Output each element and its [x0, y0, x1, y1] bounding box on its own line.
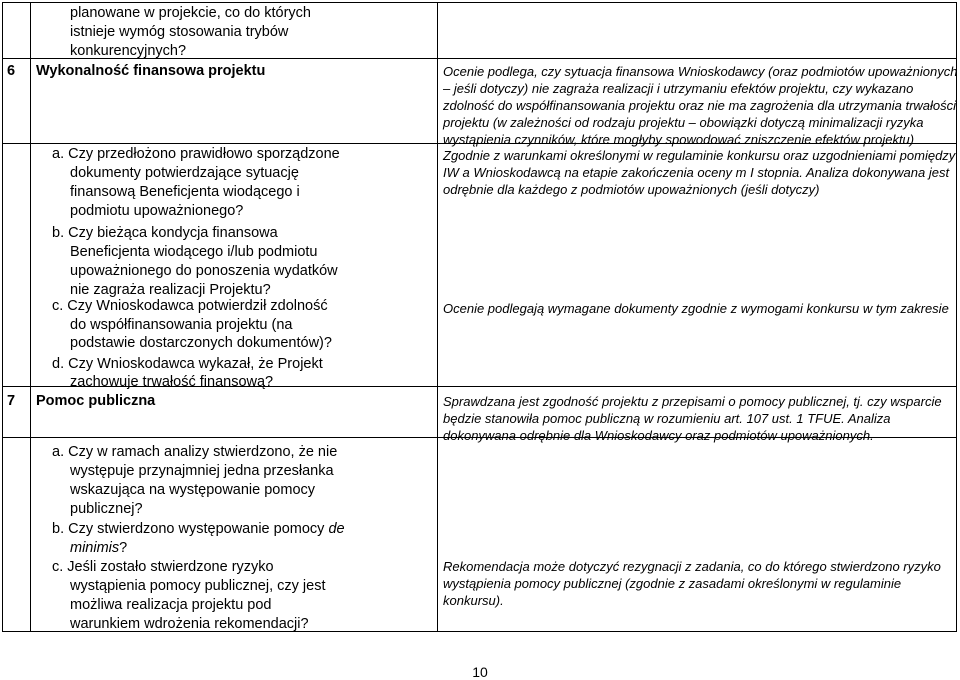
text-line: upoważnionego do ponoszenia wydatków	[70, 263, 338, 279]
text-line: istnieje wymóg stosowania trybów	[70, 24, 289, 40]
text-line: do współfinansowania projektu (na	[70, 317, 293, 333]
text-line: b. Czy bieżąca kondycja finansowa	[52, 225, 278, 241]
text-line: c. Czy Wnioskodawca potwierdził zdolność	[52, 298, 328, 314]
text-line: dokumenty potwierdzające sytuację	[70, 165, 299, 181]
text-line: odrębnie dla każdego z podmiotów upoważnionych (jeśli dotyczy)	[443, 182, 820, 197]
text-line: – jeśli dotyczy) nie zagraża realizacji i utrzymaniu efektów projektu, czy wykazano	[443, 81, 914, 96]
text-span: ?	[119, 540, 128, 556]
text-line: zachowuje trwałość finansową?	[70, 374, 274, 390]
text-line: konkursu).	[443, 593, 504, 608]
text-line: będzie stanowiła pomoc publiczną w rozumieniu art. 107 ust. 1 TFUE. Analiza	[443, 411, 891, 426]
section-number: 6	[7, 63, 16, 79]
text-line: podstawie dostarczonych dokumentów)?	[70, 335, 332, 351]
text-line: warunkiem wdrożenia rekomendacji?	[70, 616, 309, 632]
text-line: a. Czy w ramach analizy stwierdzono, że nie	[52, 444, 338, 460]
text-line: nie zagraża realizacji Projektu?	[70, 282, 271, 298]
text-line: wystąpienia pomocy publicznej (zgodnie z zasadami określonymi w regulaminie	[443, 576, 902, 591]
text-line	[70, 539, 127, 558]
text-line: IW a Wnioskodawcą na etapie zakończenia oceny m I stopnia. Analiza dokonywana jest	[443, 165, 950, 180]
text-line: zdolność do współfinansowania projektu oraz nie ma zagrożenia dla utrzymania trwałości	[443, 98, 957, 113]
text-line: Sprawdzana jest zgodność projektu z przepisami o pomocy publicznej, tj. czy wsparcie	[443, 394, 942, 409]
number-column	[2, 2, 30, 632]
text-line: wystąpienia pomocy publicznej, czy jest	[70, 578, 326, 594]
italic-term: minimis	[70, 540, 120, 556]
text-line: a. Czy przedłożono prawidłowo sporządzone	[52, 146, 340, 162]
text-line: c. Jeśli zostało stwierdzone ryzyko	[52, 559, 274, 575]
text-line	[52, 520, 345, 539]
text-line: Ocenie podlega, czy sytuacja finansowa Wnioskodawcy (oraz podmiotów upoważnionych	[443, 64, 958, 79]
section-number: 7	[7, 393, 16, 409]
text-line: wystąpienia czynników, które mogłyby spowodować zniszczenie efektów projektu)	[443, 132, 915, 147]
text-line: d. Czy Wnioskodawca wykazał, że Projekt	[52, 356, 323, 372]
text-line: występuje przynajmniej jedna przesłanka	[70, 463, 334, 479]
text-line: Beneficjenta wiodącego i/lub podmiotu	[70, 244, 318, 260]
text-line: planowane w projekcie, co do których	[70, 5, 311, 21]
table-top-border	[2, 2, 957, 3]
text-line: projektu (w zależności od rodzaju projektu – obowiązki dotyczą minimalizacji ryzyka	[443, 115, 924, 130]
text-span: b. Czy stwierdzono występowanie pomocy	[52, 521, 325, 537]
text-line: wskazująca na występowanie pomocy	[70, 482, 316, 498]
text-line: Zgodnie z warunkami określonymi w regulaminie konkursu oraz uzgodnieniami pomiędzy	[443, 148, 956, 163]
italic-term: de	[328, 521, 345, 537]
text-line: publicznej?	[70, 501, 143, 517]
section-title: Pomoc publiczna	[36, 393, 156, 409]
text-line: konkurencyjnych?	[70, 43, 187, 59]
text-line: dokonywana odrębnie dla Wnioskodawcy oraz podmiotów upoważnionych.	[443, 428, 874, 443]
text-line: Ocenie podlegają wymagane dokumenty zgodnie z wymogami konkursu w tym zakresie	[443, 301, 949, 316]
text-line: Rekomendacja może dotyczyć rezygnacji z zadania, co do którego stwierdzono ryzyko	[443, 559, 941, 574]
text-line: finansową Beneficjenta wiodącego i	[70, 184, 300, 200]
section-title: Wykonalność finansowa projektu	[36, 63, 266, 79]
text-line: możliwa realizacja projektu pod	[70, 597, 272, 613]
page-number: 10	[472, 664, 488, 680]
text-line: podmiotu upoważnionego?	[70, 203, 244, 219]
